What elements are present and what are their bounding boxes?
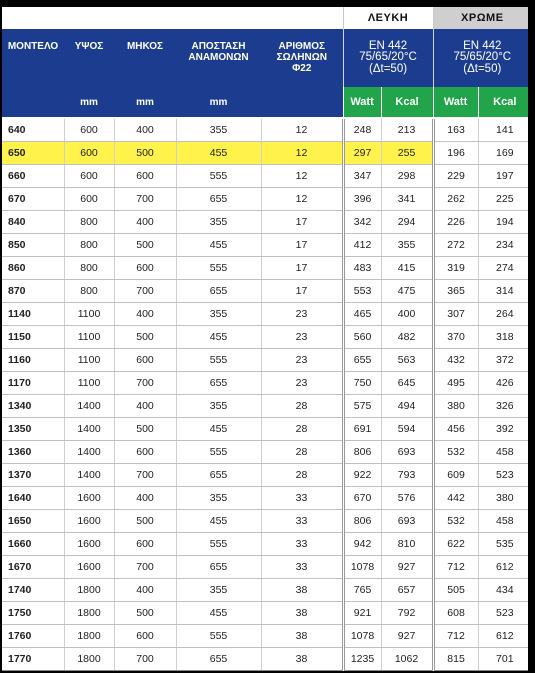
- cell-spacing: 455: [176, 326, 261, 349]
- cell-white-kcal: 927: [381, 556, 433, 579]
- cell-white-kcal: 494: [381, 395, 433, 418]
- table-row: [2, 280, 531, 303]
- table-row: [2, 349, 531, 372]
- table-row: [2, 579, 531, 602]
- table-row: [2, 487, 531, 510]
- cell-chrome-kcal: 169: [478, 142, 531, 165]
- cell-height: 800: [64, 257, 114, 280]
- table-row: [2, 188, 531, 211]
- cell-tubes: 28: [261, 464, 343, 487]
- cell-tubes: 33: [261, 510, 343, 533]
- cell-height: 1800: [64, 625, 114, 648]
- cell-white-kcal: 255: [381, 142, 433, 165]
- cell-tubes: 12: [261, 142, 343, 165]
- cell-length: 500: [114, 234, 176, 257]
- cell-model: 1650: [2, 510, 64, 533]
- cell-model: 860: [2, 257, 64, 280]
- cell-model: 1350: [2, 418, 64, 441]
- cell-tubes: 17: [261, 211, 343, 234]
- cell-chrome-watt: 229: [433, 165, 478, 188]
- cell-chrome-watt: 712: [433, 556, 478, 579]
- cell-length: 500: [114, 418, 176, 441]
- cell-length: 600: [114, 165, 176, 188]
- standard-line-1: EN 442: [368, 39, 408, 52]
- cell-model: 650: [2, 142, 64, 165]
- cell-white-kcal: 657: [381, 579, 433, 602]
- cell-white-watt: 691: [343, 418, 381, 441]
- cell-chrome-kcal: 612: [478, 556, 531, 579]
- cell-white-kcal: 793: [381, 464, 433, 487]
- cell-chrome-kcal: 458: [478, 441, 531, 464]
- cell-tubes: 23: [261, 349, 343, 372]
- col-header-tubes-line-2: ΣΩΛΗΝΩΝ: [276, 52, 327, 63]
- table-row: [2, 625, 531, 648]
- cell-spacing: 355: [176, 119, 261, 142]
- cell-height: 1400: [64, 464, 114, 487]
- cell-tubes: 28: [261, 418, 343, 441]
- cell-white-kcal: 415: [381, 257, 433, 280]
- cell-chrome-kcal: 225: [478, 188, 531, 211]
- cell-length: 700: [114, 188, 176, 211]
- cell-white-kcal: 1062: [381, 648, 433, 671]
- cell-length: 600: [114, 257, 176, 280]
- cell-chrome-kcal: 141: [478, 119, 531, 142]
- radiator-spec-table: [2, 7, 531, 671]
- table-row: [2, 602, 531, 625]
- cell-white-watt: 483: [343, 257, 381, 280]
- cell-height: 1400: [64, 441, 114, 464]
- cell-height: 1600: [64, 556, 114, 579]
- cell-spacing: 555: [176, 165, 261, 188]
- cell-model: 1660: [2, 533, 64, 556]
- cell-length: 400: [114, 579, 176, 602]
- cell-white-kcal: 645: [381, 372, 433, 395]
- cell-white-kcal: 400: [381, 303, 433, 326]
- cell-model: 1370: [2, 464, 64, 487]
- table-row: [2, 441, 531, 464]
- cell-length: 500: [114, 602, 176, 625]
- cell-spacing: 355: [176, 579, 261, 602]
- cell-white-watt: 806: [343, 510, 381, 533]
- cell-chrome-watt: 532: [433, 510, 478, 533]
- cell-height: 1800: [64, 579, 114, 602]
- cell-length: 500: [114, 326, 176, 349]
- cell-chrome-kcal: 264: [478, 303, 531, 326]
- cell-chrome-watt: 608: [433, 602, 478, 625]
- cell-model: 1740: [2, 579, 64, 602]
- cell-spacing: 455: [176, 510, 261, 533]
- table-body: [2, 119, 531, 671]
- cell-spacing: 455: [176, 142, 261, 165]
- cell-height: 1800: [64, 602, 114, 625]
- col-header-model: ΜΟΝΤΕΛΟ: [2, 29, 64, 87]
- cell-length: 400: [114, 487, 176, 510]
- cell-length: 600: [114, 441, 176, 464]
- cell-white-kcal: 927: [381, 625, 433, 648]
- cell-white-watt: 670: [343, 487, 381, 510]
- cell-model: 670: [2, 188, 64, 211]
- cell-tubes: 17: [261, 280, 343, 303]
- cell-white-kcal: 213: [381, 119, 433, 142]
- col-header-tubes-line-1: ΑΡΙΘΜΟΣ: [278, 41, 326, 52]
- cell-white-watt: 347: [343, 165, 381, 188]
- cell-white-watt: 1078: [343, 625, 381, 648]
- cell-tubes: 17: [261, 234, 343, 257]
- cell-white-watt: 553: [343, 280, 381, 303]
- cell-spacing: 355: [176, 211, 261, 234]
- unit-height: mm: [64, 87, 114, 117]
- table-row: [2, 648, 531, 671]
- cell-spacing: 555: [176, 257, 261, 280]
- table-row: [2, 395, 531, 418]
- cell-model: 1150: [2, 326, 64, 349]
- cell-white-watt: 922: [343, 464, 381, 487]
- cell-height: 800: [64, 280, 114, 303]
- cell-chrome-kcal: 612: [478, 625, 531, 648]
- col-header-tubes: [261, 29, 343, 87]
- cell-model: 1340: [2, 395, 64, 418]
- cell-white-watt: 575: [343, 395, 381, 418]
- cell-length: 600: [114, 533, 176, 556]
- table-row: [2, 257, 531, 280]
- cell-spacing: 455: [176, 234, 261, 257]
- cell-chrome-watt: 226: [433, 211, 478, 234]
- cell-height: 600: [64, 188, 114, 211]
- cell-height: 1100: [64, 372, 114, 395]
- cell-height: 1600: [64, 487, 114, 510]
- cell-height: 1400: [64, 418, 114, 441]
- cell-model: 1760: [2, 625, 64, 648]
- cell-white-watt: 921: [343, 602, 381, 625]
- standard-line-2: 75/65/20°C: [453, 51, 512, 64]
- cell-chrome-kcal: 314: [478, 280, 531, 303]
- cell-length: 700: [114, 556, 176, 579]
- cell-tubes: 38: [261, 579, 343, 602]
- cell-height: 600: [64, 165, 114, 188]
- cell-model: 1170: [2, 372, 64, 395]
- cell-chrome-kcal: 392: [478, 418, 531, 441]
- cell-length: 600: [114, 349, 176, 372]
- table-row: [2, 533, 531, 556]
- cell-white-kcal: 594: [381, 418, 433, 441]
- cell-white-watt: 806: [343, 441, 381, 464]
- cell-chrome-watt: 380: [433, 395, 478, 418]
- cell-model: 840: [2, 211, 64, 234]
- cell-chrome-watt: 319: [433, 257, 478, 280]
- cell-white-kcal: 563: [381, 349, 433, 372]
- cell-chrome-kcal: 535: [478, 533, 531, 556]
- cell-tubes: 23: [261, 372, 343, 395]
- cell-height: 600: [64, 142, 114, 165]
- cell-spacing: 655: [176, 464, 261, 487]
- cell-spacing: 355: [176, 303, 261, 326]
- cell-white-kcal: 355: [381, 234, 433, 257]
- cell-white-watt: 297: [343, 142, 381, 165]
- cell-chrome-kcal: 326: [478, 395, 531, 418]
- cell-chrome-watt: 262: [433, 188, 478, 211]
- cell-model: 1770: [2, 648, 64, 671]
- cell-chrome-kcal: 380: [478, 487, 531, 510]
- cell-chrome-kcal: 372: [478, 349, 531, 372]
- cell-chrome-kcal: 234: [478, 234, 531, 257]
- table-row: [2, 303, 531, 326]
- col-header-spacing-line-1: ΑΠΟΣΤΑΣΗ: [191, 41, 246, 52]
- unit-white-kcal: Kcal: [381, 87, 433, 117]
- table-row: [2, 326, 531, 349]
- cell-chrome-kcal: 701: [478, 648, 531, 671]
- cell-length: 700: [114, 464, 176, 487]
- cell-chrome-kcal: 318: [478, 326, 531, 349]
- cell-length: 500: [114, 510, 176, 533]
- cell-tubes: 33: [261, 556, 343, 579]
- cell-white-watt: 396: [343, 188, 381, 211]
- cell-height: 1600: [64, 533, 114, 556]
- cell-white-kcal: 482: [381, 326, 433, 349]
- cell-white-kcal: 693: [381, 441, 433, 464]
- cell-chrome-kcal: 274: [478, 257, 531, 280]
- cell-tubes: 12: [261, 119, 343, 142]
- cell-tubes: 12: [261, 188, 343, 211]
- cell-spacing: 655: [176, 556, 261, 579]
- cell-chrome-watt: 609: [433, 464, 478, 487]
- cell-chrome-kcal: 194: [478, 211, 531, 234]
- cell-length: 700: [114, 280, 176, 303]
- cell-height: 800: [64, 234, 114, 257]
- unit-tubes-blank: [261, 87, 343, 117]
- cell-white-watt: 248: [343, 119, 381, 142]
- cell-chrome-watt: 456: [433, 418, 478, 441]
- cell-tubes: 28: [261, 395, 343, 418]
- standard-line-2: 75/65/20°C: [359, 51, 417, 64]
- unit-length: mm: [114, 87, 176, 117]
- cell-length: 500: [114, 142, 176, 165]
- cell-height: 800: [64, 211, 114, 234]
- standard-line-1: EN 442: [463, 39, 502, 52]
- cell-white-watt: 750: [343, 372, 381, 395]
- cell-white-kcal: 810: [381, 533, 433, 556]
- cell-white-kcal: 792: [381, 602, 433, 625]
- cell-height: 1100: [64, 326, 114, 349]
- cell-length: 400: [114, 119, 176, 142]
- cell-white-watt: 1078: [343, 556, 381, 579]
- cell-model: 1750: [2, 602, 64, 625]
- cell-white-watt: 942: [343, 533, 381, 556]
- cell-height: 1800: [64, 648, 114, 671]
- cell-white-watt: 465: [343, 303, 381, 326]
- cell-chrome-watt: 307: [433, 303, 478, 326]
- cell-chrome-watt: 272: [433, 234, 478, 257]
- cell-model: 1140: [2, 303, 64, 326]
- cell-model: 870: [2, 280, 64, 303]
- cell-chrome-watt: 432: [433, 349, 478, 372]
- cell-tubes: 38: [261, 648, 343, 671]
- cell-model: 1640: [2, 487, 64, 510]
- cell-white-watt: 655: [343, 349, 381, 372]
- standard-label-chrome: [433, 29, 531, 87]
- cell-white-kcal: 341: [381, 188, 433, 211]
- cell-white-kcal: 576: [381, 487, 433, 510]
- cell-spacing: 555: [176, 349, 261, 372]
- unit-spacing: mm: [176, 87, 261, 117]
- unit-chrome-watt: Watt: [433, 87, 478, 117]
- cell-model: 1160: [2, 349, 64, 372]
- cell-chrome-kcal: 523: [478, 602, 531, 625]
- cell-chrome-watt: 532: [433, 441, 478, 464]
- cell-height: 1600: [64, 510, 114, 533]
- cell-chrome-watt: 712: [433, 625, 478, 648]
- table-row: [2, 464, 531, 487]
- cell-white-watt: 560: [343, 326, 381, 349]
- table-row: [2, 372, 531, 395]
- cell-model: 1670: [2, 556, 64, 579]
- cell-chrome-watt: 370: [433, 326, 478, 349]
- unit-model-blank: [2, 87, 64, 117]
- table-row: [2, 234, 531, 257]
- cell-length: 700: [114, 372, 176, 395]
- table-header: [2, 7, 531, 119]
- cell-model: 660: [2, 165, 64, 188]
- cell-height: 1100: [64, 349, 114, 372]
- cell-chrome-kcal: 426: [478, 372, 531, 395]
- cell-chrome-watt: 163: [433, 119, 478, 142]
- header-spacer: [2, 7, 343, 29]
- cell-tubes: 23: [261, 326, 343, 349]
- table-row: [2, 211, 531, 234]
- cell-white-kcal: 294: [381, 211, 433, 234]
- standard-line-3: (Δt=50): [463, 62, 502, 75]
- cell-length: 400: [114, 395, 176, 418]
- cell-spacing: 655: [176, 372, 261, 395]
- cell-length: 700: [114, 648, 176, 671]
- cell-tubes: 12: [261, 165, 343, 188]
- cell-chrome-kcal: 523: [478, 464, 531, 487]
- cell-chrome-watt: 815: [433, 648, 478, 671]
- col-header-length: ΜΗΚΟΣ: [114, 29, 176, 87]
- group-white-label: ΛΕΥΚΗ: [343, 7, 433, 29]
- cell-model: 1360: [2, 441, 64, 464]
- cell-chrome-watt: 442: [433, 487, 478, 510]
- cell-spacing: 655: [176, 280, 261, 303]
- cell-spacing: 455: [176, 602, 261, 625]
- col-header-spacing-line-2: ΑΝΑΜΟΝΩΝ: [188, 52, 249, 63]
- cell-spacing: 555: [176, 533, 261, 556]
- cell-height: 1400: [64, 395, 114, 418]
- cell-chrome-watt: 196: [433, 142, 478, 165]
- cell-tubes: 33: [261, 533, 343, 556]
- table-row: [2, 556, 531, 579]
- table-row: [2, 142, 531, 165]
- cell-height: 1100: [64, 303, 114, 326]
- radiator-spec-sheet: [2, 7, 531, 671]
- cell-model: 850: [2, 234, 64, 257]
- col-header-height: ΥΨΟΣ: [64, 29, 114, 87]
- cell-white-watt: 1235: [343, 648, 381, 671]
- unit-white-watt: Watt: [343, 87, 381, 117]
- cell-tubes: 28: [261, 441, 343, 464]
- right-edge-bar: [528, 7, 531, 671]
- table-row: [2, 418, 531, 441]
- cell-white-kcal: 298: [381, 165, 433, 188]
- cell-white-kcal: 693: [381, 510, 433, 533]
- cell-tubes: 23: [261, 303, 343, 326]
- cell-spacing: 655: [176, 648, 261, 671]
- cell-tubes: 38: [261, 625, 343, 648]
- group-chrome-label: ΧΡΩΜΕ: [433, 7, 531, 29]
- cell-tubes: 33: [261, 487, 343, 510]
- table-row: [2, 165, 531, 188]
- col-header-tubes-line-3: Φ22: [292, 63, 312, 74]
- cell-length: 400: [114, 211, 176, 234]
- cell-spacing: 355: [176, 395, 261, 418]
- cell-chrome-watt: 495: [433, 372, 478, 395]
- cell-white-kcal: 475: [381, 280, 433, 303]
- col-header-spacing: [176, 29, 261, 87]
- cell-height: 600: [64, 119, 114, 142]
- cell-chrome-kcal: 197: [478, 165, 531, 188]
- cell-white-watt: 342: [343, 211, 381, 234]
- standard-line-3: (Δt=50): [369, 62, 408, 75]
- cell-spacing: 655: [176, 188, 261, 211]
- cell-white-watt: 412: [343, 234, 381, 257]
- cell-chrome-watt: 622: [433, 533, 478, 556]
- cell-spacing: 555: [176, 441, 261, 464]
- cell-spacing: 555: [176, 625, 261, 648]
- cell-model: 640: [2, 119, 64, 142]
- cell-white-watt: 765: [343, 579, 381, 602]
- cell-chrome-watt: 505: [433, 579, 478, 602]
- cell-chrome-kcal: 434: [478, 579, 531, 602]
- cell-tubes: 38: [261, 602, 343, 625]
- cell-chrome-watt: 365: [433, 280, 478, 303]
- cell-chrome-kcal: 458: [478, 510, 531, 533]
- cell-spacing: 455: [176, 418, 261, 441]
- unit-chrome-kcal: Kcal: [478, 87, 531, 117]
- cell-tubes: 17: [261, 257, 343, 280]
- cell-length: 400: [114, 303, 176, 326]
- table-row: [2, 119, 531, 142]
- cell-spacing: 355: [176, 487, 261, 510]
- standard-label-white: [343, 29, 433, 87]
- cell-length: 600: [114, 625, 176, 648]
- table-row: [2, 510, 531, 533]
